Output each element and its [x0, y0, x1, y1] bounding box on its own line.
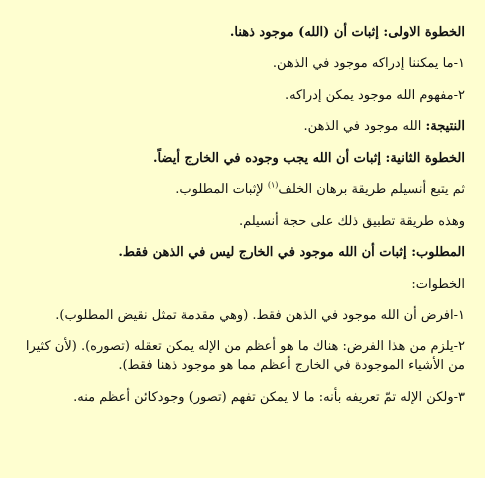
anselm-line	[10, 181, 465, 200]
required-line	[10, 244, 465, 263]
footnote-marker: (١)	[267, 180, 279, 190]
step2-heading: الخطوة الثانية: إثبات أن الله يجب وجوده في الخارج أيضاً.	[152, 150, 465, 166]
anselm-text-a: ثم يتبع أنسيلم طريقة برهان الخلف	[278, 182, 465, 198]
step-item-2: ٢-يلزم من هذا الفرض: هناك ما هو أعظم من الإله يمكن تعقله (تصوره). (لأن كثيرا من الأشياء الموجودة في الخارج أعظم مما هو موجود ذهنا فقط).	[25, 339, 465, 374]
required-text: إثبات أن الله موجود في الخارج ليس في الذهن فقط.	[118, 245, 412, 261]
step1-heading: الخطوة الاولى: إثبات أن (الله) موجود ذهنا.	[229, 25, 465, 40]
result-text: الله موجود في الذهن.	[303, 119, 426, 135]
result-line	[10, 118, 465, 137]
step1-item-2: ٢-مفهوم الله موجود يمكن إدراكه.	[284, 87, 465, 103]
steps-label: الخطوات:	[411, 276, 465, 292]
step-item-1-text-b: . (وهي مقدمة تمثل نقيض المطلوب).	[55, 307, 257, 323]
step-item-1	[10, 307, 465, 326]
required-label: المطلوب:	[411, 245, 465, 261]
step-item-1-text-a: ١-افرض أن الله موجود في الذهن فقط	[256, 307, 465, 323]
step1-item-1: ١-ما يمكننا إدراكه موجود في الذهن.	[272, 56, 465, 72]
step-item-3: ٣-ولكن الإله تمّ تعريفه بأنه: ما لا يمكن تفهم (تصور) وجودكائن أعظم منه.	[73, 389, 465, 405]
result-label: النتيجة:	[425, 119, 465, 135]
application-line: وهذه طريقة تطبيق ذلك على حجة أنسيلم.	[238, 213, 465, 229]
anselm-text-b: لإثبات المطلوب.	[175, 182, 268, 198]
